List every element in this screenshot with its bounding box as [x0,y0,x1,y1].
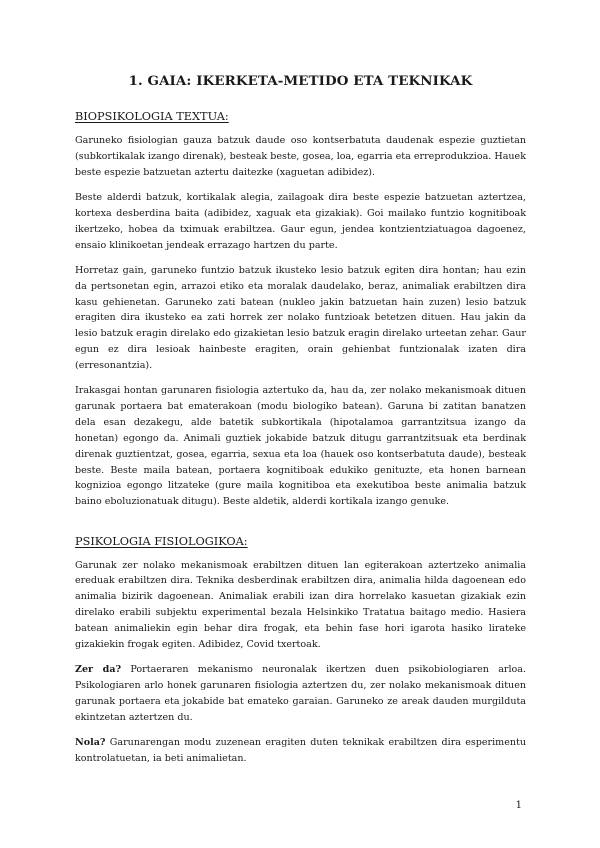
page-content [75,72,526,776]
qa-lead: Nola? [75,737,106,748]
paragraph: Garunak zer nolako mekanismoak erabiltzen dituen lan egiterakoan aztertzeko animalia ereduak erabiltzen dira. Teknika desberdinak erabiltzen dira, animalia hilda dagoenean edo animalia bizirik dagoenean. Animaliak erabili izan dira horrelako kasuetan gizakiak ezin direlako erabili subjektu experimental bezala Helsinkiko Tratatua baitago medio. Hasiera batean animaliekin egin behar dira frogak, eta behin fase hori igarota hasiko lirateke gizakiekin frogak egiten. Adibidez, Covid txertoak. [75,559,526,650]
qa-paragraph [75,662,526,725]
section-heading: BIOPSIKOLOGIA TEXTUA: [75,110,229,123]
section-spacer [75,520,526,534]
section-heading: PSIKOLOGIA FISIOLOGIKOA: [75,534,248,548]
paragraph: Horretaz gain, garuneko funtzio batzuk ikusteko lesio batzuk egiten dira hontan; hau ezin da pertsonetan egin, arrazoi etiko eta moralak daudelako, beraz, animaliak erabiltzen dira kasu gehienetan. Garuneko zati batean (nukleo jakin batzuetan hain zuzen) lesio batzuk eragiten dira ikusteko ea zati horrek zer nolako funtzioak betetzen dituen. Hau jakin da lesio batzuk eragin direlako edo gizakietan lesio batzuk eragin direlako urteetan zehar. Gaur egun ez dira lesioak hainbeste eragiten, orain gehienbat funtzionalak izaten dira (erresonantzia). [75,264,526,371]
qa-text: Garunarengan modu zuzenean eragiten duten teknikak erabiltzen dira esperimentu kontrolatuetan, ia beti animalietan. [75,737,526,764]
paragraph: Beste alderdi batzuk, kortikalak alegia, zailagoak dira beste espezie batzuetan aztertzea, kortexa desberdina baita (adibidez, xaguak eta gizakiak). Goi mailako funtzio kognitiboak ikertzeko, hobea da tximuak erabiltzea. Gaur egun, jendea kontzientziatuagoa dagoenez, ensaio klinikoetan jendeak errazago hartzen du parte. [75,192,526,251]
qa-lead: Zer da? [75,664,122,676]
paragraph: Garuneko fisiologian gauza batzuk daude oso kontserbatuta daudenak espezie guztietan (subkortikalak izango direnak), besteak beste, gosea, loa, egarria eta erreprodukzioa. Hauek beste espezie batzuetan aztertu daitezke (xaguetan adibidez). [75,135,526,178]
qa-paragraph [75,735,526,767]
section-biopsikologia [75,109,526,510]
section-psikologia-fisiologikoa [75,534,526,767]
page-number: 1 [515,800,522,811]
paragraph: Irakasgai hontan garunaren fisiologia aztertuko da, hau da, zer nolako mekanismoak dituen garunak portaera bat ematerakoan (modu biologiko batean). Garuna bi zatitan banatzen dela esan dezakegu, alde batetik subkortikala (hipotalamoa garrantzitsua izango da honetan) egongo da. Animali guztiek jokabide batzuk ditugu garrantzitsuak eta berdinak direnak guztientzat, gosea, egarria, sexua eta loa (hauek oso kontserbatuta daude), besteak beste. Beste maila batean, portaera kognitiboak edukiko genituzte, eta honen barnean kognizioa egongo litzateke (gure maila kognitiboa eta exekutiboa beste animalia batzuk baino eboluzionatuak ditugu). Beste aldetik, alderdi kortikala izango genuke. [75,385,526,508]
page-title: 1. GAIA: IKERKETA-METIDO ETA TEKNIKAK [128,73,473,89]
qa-text: Portaeraren mekanismo neuronalak ikertzen duen psikobiologiaren arloa. Psikologiaren arlo honek garunaren fisiologia aztertzen du, zer nolako mekanismoak dituen garunak portaera eta jokabide bat emateko garaian. Garuneko ze areak dauden murgilduta ekintzetan aztertzen du. [75,664,527,723]
